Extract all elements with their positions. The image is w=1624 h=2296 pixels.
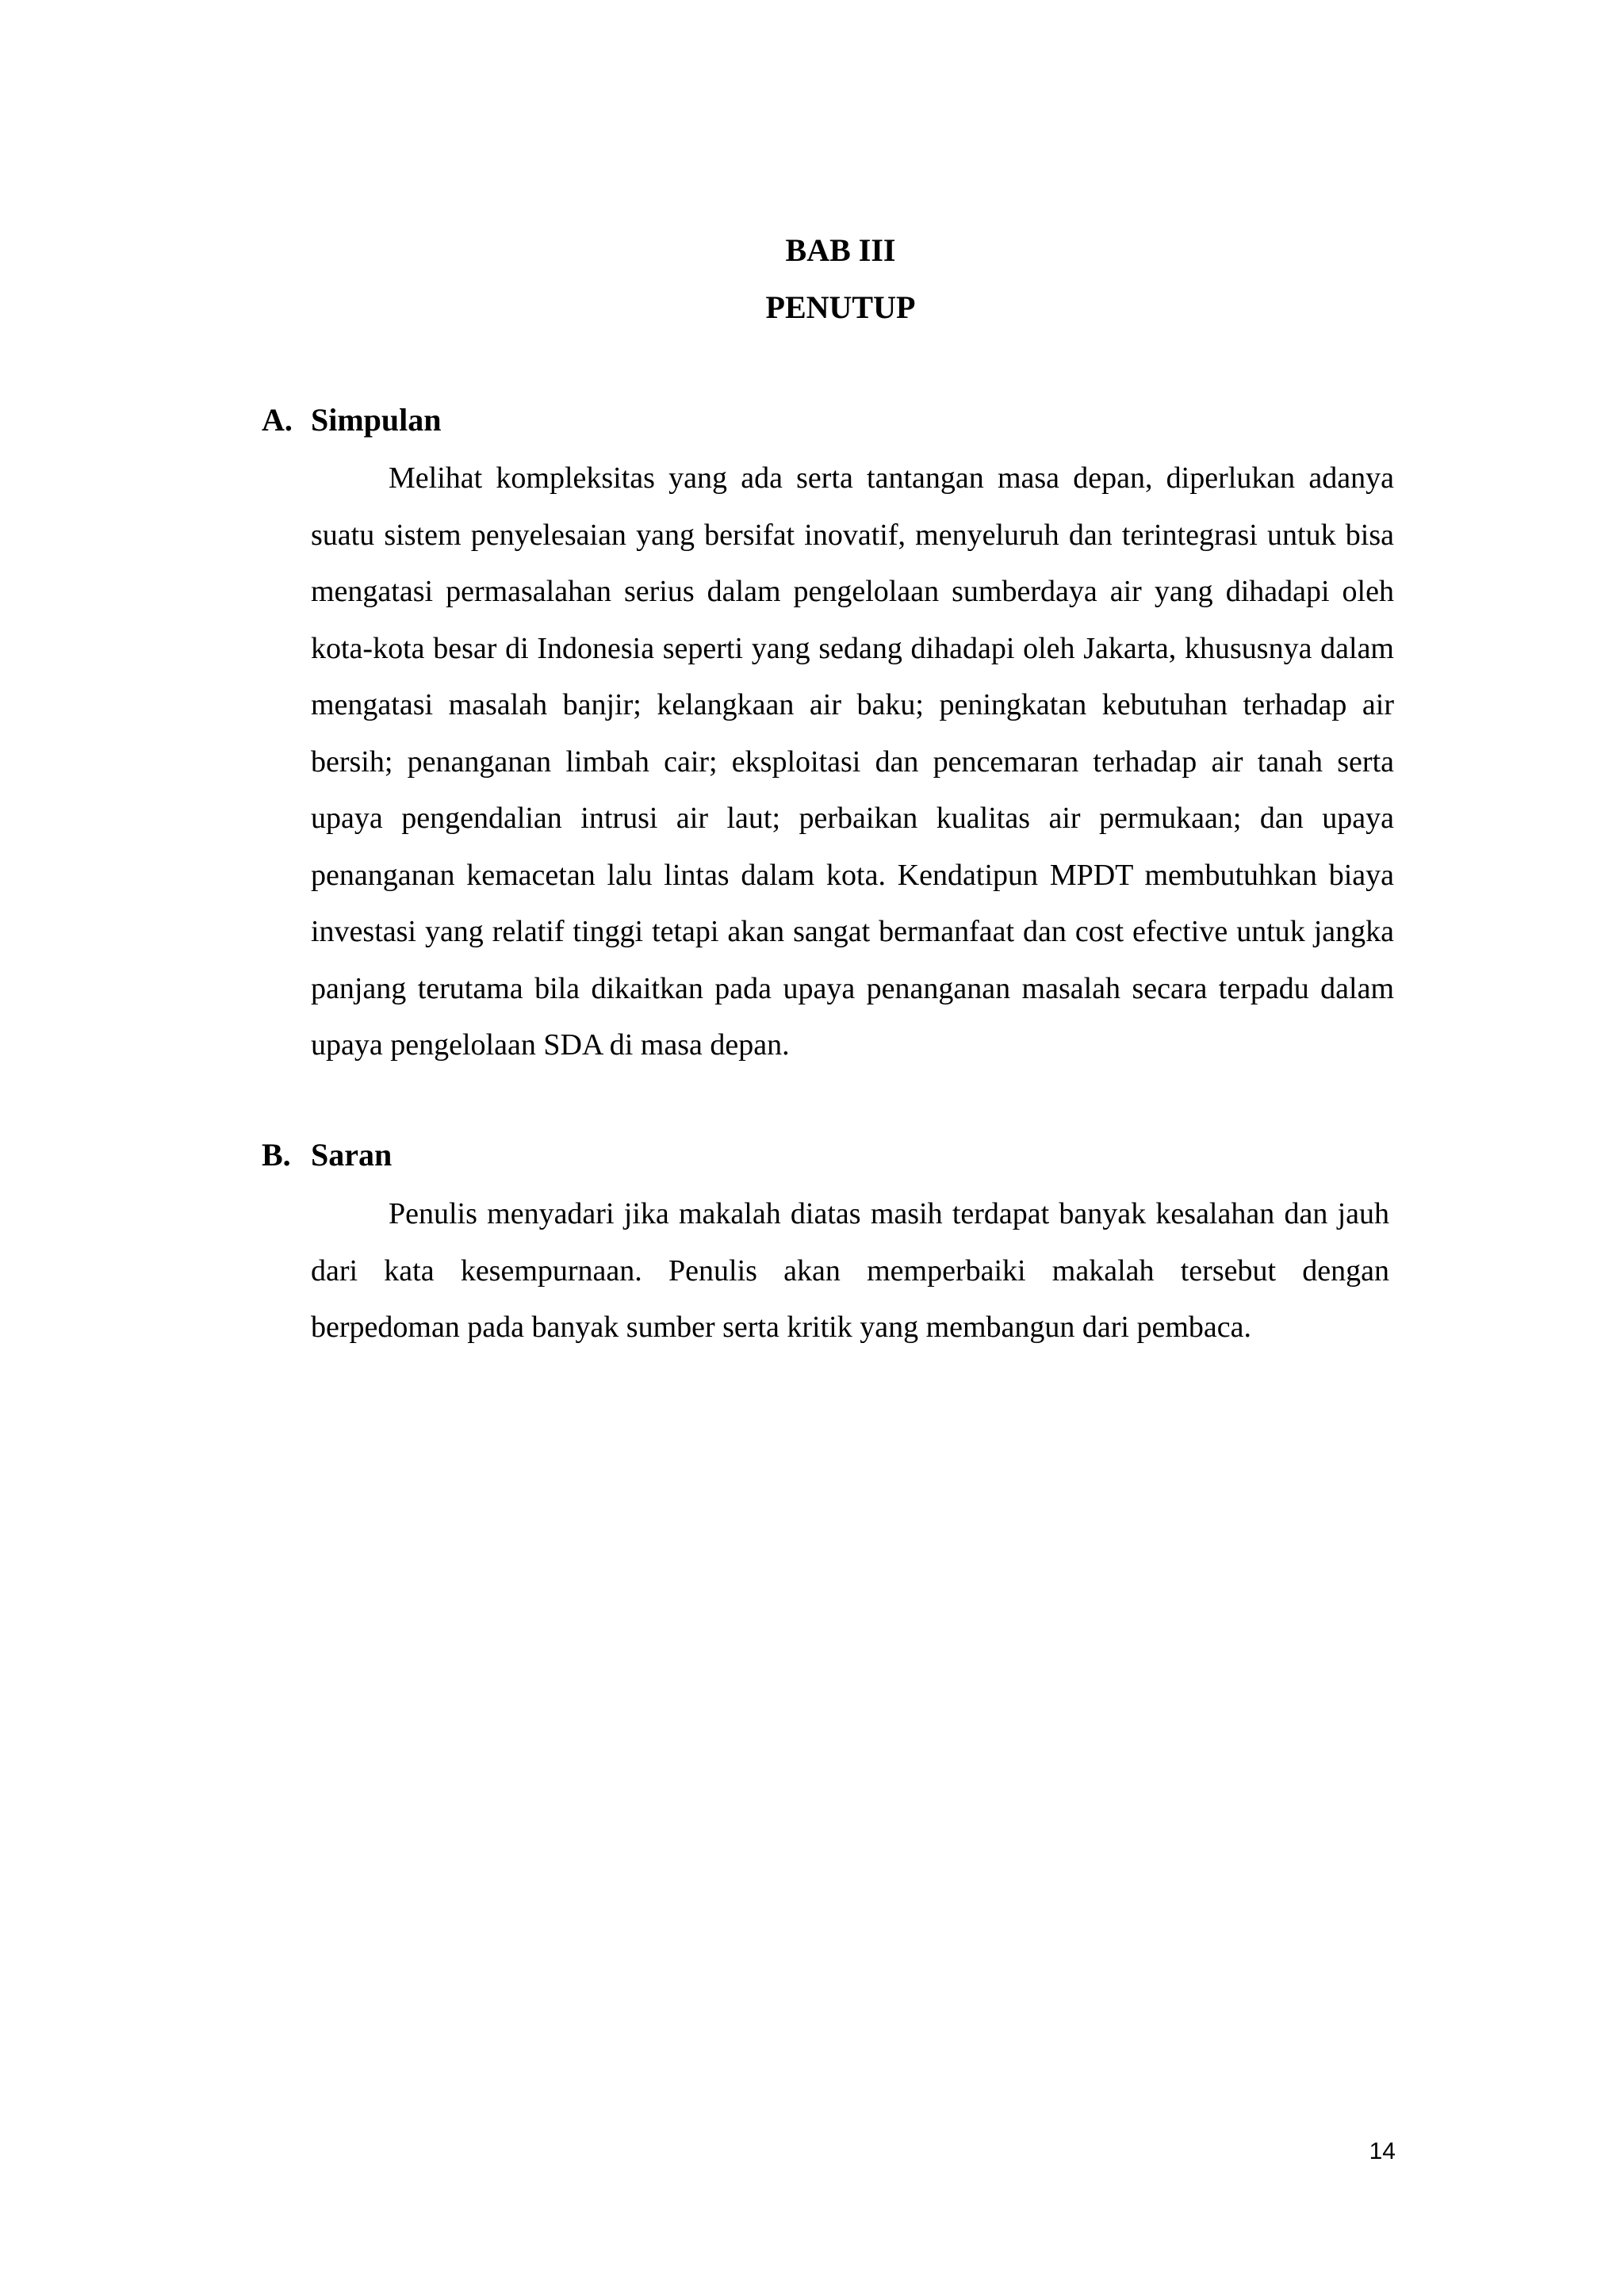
section-heading-label: Saran	[311, 1137, 393, 1173]
chapter-number: BAB III	[785, 232, 896, 268]
section-heading-simpulan	[262, 401, 442, 439]
page-number: 14	[1369, 2138, 1396, 2164]
chapter-title: PENUTUP	[765, 289, 916, 325]
section-marker: B.	[262, 1137, 291, 1173]
paragraph-saran: Penulis menyadari jika makalah diatas masih terdapat banyak kesalahan dan jauh dari kata kesempurnaan. Penulis akan memperbaiki makalah tersebut dengan berpedoman pada banyak sumber serta kritik yang membangun dari pembaca.	[311, 1197, 1389, 1344]
section-heading-saran	[262, 1136, 392, 1174]
paragraph-simpulan: Melihat kompleksitas yang ada serta tantangan masa depan, diperlukan adanya suatu sistem penyelesaian yang bersifat inovatif, menyeluruh dan terintegrasi untuk bisa mengatasi permasalahan serius dalam pengelolaan sumberdaya air yang dihadapi oleh kota-kota besar di Indonesia seperti yang sedang dihadapi oleh Jakarta, khususnya dalam mengatasi masalah banjir; kelangkaan air baku; peningkatan kebutuhan terhadap air bersih; penanganan limbah cair; eksploitasi dan pencemaran terhadap air tanah serta upaya pengendalian intrusi air laut; perbaikan kualitas air permukaan; dan upaya penanganan kemacetan lalu lintas dalam kota. Kendatipun MPDT membutuhkan biaya investasi yang relatif tinggi tetapi akan sangat bermanfaat dan cost efective untuk jangka panjang terutama bila dikaitkan pada upaya penanganan masalah secara terpadu dalam upaya pengelolaan SDA di masa depan.	[311, 461, 1394, 1062]
section-heading-label: Simpulan	[311, 402, 442, 438]
section-marker: A.	[262, 402, 293, 438]
